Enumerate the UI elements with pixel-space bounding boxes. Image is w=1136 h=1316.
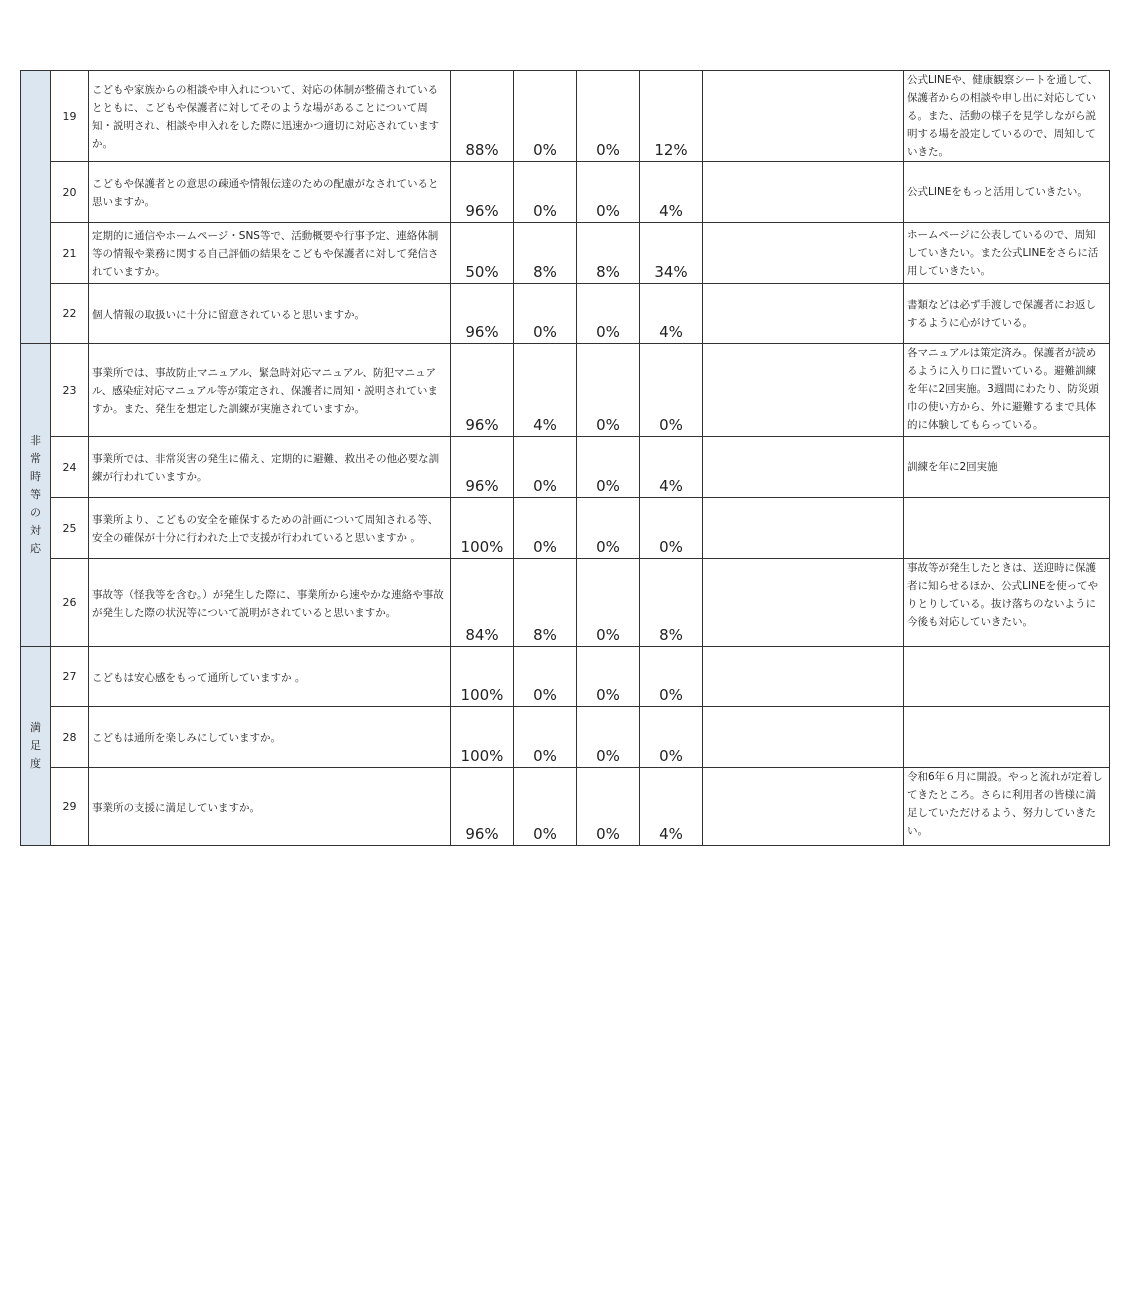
blank-cell — [703, 223, 904, 284]
question-text: 事故等（怪我等を含む。）が発生した際に、事業所から速やかな連絡や事故が発生した際の状況等について説明がされていると思いますか。 — [89, 559, 451, 647]
question-text: 個人情報の取扱いに十分に留意されていると思いますか。 — [89, 284, 451, 344]
percent-no: 0% — [577, 647, 640, 707]
question-text: こどもは安心感をもって通所していますか 。 — [89, 647, 451, 707]
category-cell-continuation — [21, 71, 51, 344]
comment-text — [904, 647, 1110, 707]
percent-no: 0% — [577, 71, 640, 162]
comment-text: 事故等が発生したときは、送迎時に保護者に知らせるほか、公式LINEを使ってやりとりしている。抜け落ちのないように今後も対応していきたい。 — [904, 559, 1110, 647]
category-emergency: 非常時等の対応 — [21, 344, 51, 647]
row-number: 19 — [51, 71, 89, 162]
percent-unknown: 4% — [640, 162, 703, 223]
percent-yes: 96% — [451, 344, 514, 437]
percent-no: 0% — [577, 559, 640, 647]
blank-cell — [703, 768, 904, 846]
row-number: 26 — [51, 559, 89, 647]
row-number: 27 — [51, 647, 89, 707]
blank-cell — [703, 437, 904, 498]
row-number: 20 — [51, 162, 89, 223]
percent-unknown: 34% — [640, 223, 703, 284]
percent-no: 0% — [577, 344, 640, 437]
row-number: 23 — [51, 344, 89, 437]
table-row — [21, 498, 1110, 559]
evaluation-table — [20, 70, 1110, 846]
comment-text: ホームページに公表しているので、周知していきたい。また公式LINEをさらに活用していきたい。 — [904, 223, 1110, 284]
comment-text: 公式LINEをもっと活用していきたい。 — [904, 162, 1110, 223]
percent-neutral: 0% — [514, 647, 577, 707]
percent-unknown: 0% — [640, 647, 703, 707]
table-row — [21, 162, 1110, 223]
comment-text: 令和6年６月に開設。やっと流れが定着してきたところ。さらに利用者の皆様に満足していただけるよう、努力していきたい。 — [904, 768, 1110, 846]
blank-cell — [703, 498, 904, 559]
comment-text — [904, 498, 1110, 559]
percent-neutral: 0% — [514, 768, 577, 846]
percent-yes: 96% — [451, 162, 514, 223]
table-row — [21, 437, 1110, 498]
blank-cell — [703, 284, 904, 344]
blank-cell — [703, 647, 904, 707]
percent-unknown: 0% — [640, 344, 703, 437]
percent-yes: 100% — [451, 498, 514, 559]
row-number: 25 — [51, 498, 89, 559]
question-text: 事業所より、こどもの安全を確保するための計画について周知される等、安全の確保が十分に行われた上で支援が行われていると思いますか 。 — [89, 498, 451, 559]
question-text: こどもや家族からの相談や申入れについて、対応の体制が整備されているとともに、こどもや保護者に対してそのような場があることについて周知・説明され、相談や申入れをした際に迅速かつ適切に対応されていますか。 — [89, 71, 451, 162]
blank-cell — [703, 344, 904, 437]
percent-yes: 96% — [451, 768, 514, 846]
table-row — [21, 284, 1110, 344]
percent-neutral: 8% — [514, 223, 577, 284]
percent-neutral: 0% — [514, 162, 577, 223]
percent-unknown: 0% — [640, 498, 703, 559]
comment-text: 訓練を年に2回実施 — [904, 437, 1110, 498]
percent-unknown: 0% — [640, 707, 703, 768]
question-text: 事業所では、事故防止マニュアル、緊急時対応マニュアル、防犯マニュアル、感染症対応マニュアル等が策定され、保護者に周知・説明されていますか。また、発生を想定した訓練が実施されていますか。 — [89, 344, 451, 437]
percent-no: 0% — [577, 498, 640, 559]
percent-yes: 88% — [451, 71, 514, 162]
comment-text — [904, 707, 1110, 768]
question-text: こどもは通所を楽しみにしていますか。 — [89, 707, 451, 768]
question-text: 事業所の支援に満足していますか。 — [89, 768, 451, 846]
percent-no: 0% — [577, 162, 640, 223]
table-row — [21, 559, 1110, 647]
percent-neutral: 0% — [514, 437, 577, 498]
percent-unknown: 4% — [640, 437, 703, 498]
table-row — [21, 768, 1110, 846]
percent-unknown: 8% — [640, 559, 703, 647]
percent-neutral: 4% — [514, 344, 577, 437]
percent-neutral: 0% — [514, 284, 577, 344]
blank-cell — [703, 707, 904, 768]
comment-text: 公式LINEや、健康観察シートを通して、保護者からの相談や申し出に対応している。また、活動の様子を見学しながら説明する場を設定しているので、周知していきた。 — [904, 71, 1110, 162]
percent-unknown: 4% — [640, 284, 703, 344]
row-number: 21 — [51, 223, 89, 284]
percent-no: 8% — [577, 223, 640, 284]
percent-neutral: 0% — [514, 707, 577, 768]
percent-neutral: 0% — [514, 498, 577, 559]
comment-text: 各マニュアルは策定済み。保護者が読めるように入り口に置いている。避難訓練を年に2回実施。3週間にわたり、防災頭巾の使い方から、外に避難するまで具体的に体験してもらっている。 — [904, 344, 1110, 437]
percent-unknown: 12% — [640, 71, 703, 162]
table-row — [21, 71, 1110, 162]
percent-yes: 100% — [451, 707, 514, 768]
row-number: 29 — [51, 768, 89, 846]
percent-neutral: 8% — [514, 559, 577, 647]
percent-yes: 84% — [451, 559, 514, 647]
table-row — [21, 707, 1110, 768]
row-number: 22 — [51, 284, 89, 344]
question-text: 定期的に通信やホームページ・SNS等で、活動概要や行事予定、連絡体制等の情報や業務に関する自己評価の結果をこどもや保護者に対して発信されていますか。 — [89, 223, 451, 284]
blank-cell — [703, 559, 904, 647]
table-row — [21, 647, 1110, 707]
row-number: 24 — [51, 437, 89, 498]
percent-no: 0% — [577, 768, 640, 846]
table-row — [21, 344, 1110, 437]
category-satisfaction: 満足度 — [21, 647, 51, 846]
question-text: 事業所では、非常災害の発生に備え、定期的に避難、救出その他必要な訓練が行われていますか。 — [89, 437, 451, 498]
percent-no: 0% — [577, 284, 640, 344]
percent-yes: 100% — [451, 647, 514, 707]
percent-no: 0% — [577, 707, 640, 768]
percent-yes: 96% — [451, 284, 514, 344]
question-text: こどもや保護者との意思の疎通や情報伝達のための配慮がなされていると思いますか。 — [89, 162, 451, 223]
percent-no: 0% — [577, 437, 640, 498]
percent-yes: 96% — [451, 437, 514, 498]
comment-text: 書類などは必ず手渡しで保護者にお返しするように心がけている。 — [904, 284, 1110, 344]
percent-unknown: 4% — [640, 768, 703, 846]
blank-cell — [703, 71, 904, 162]
blank-cell — [703, 162, 904, 223]
row-number: 28 — [51, 707, 89, 768]
percent-yes: 50% — [451, 223, 514, 284]
table-row — [21, 223, 1110, 284]
percent-neutral: 0% — [514, 71, 577, 162]
